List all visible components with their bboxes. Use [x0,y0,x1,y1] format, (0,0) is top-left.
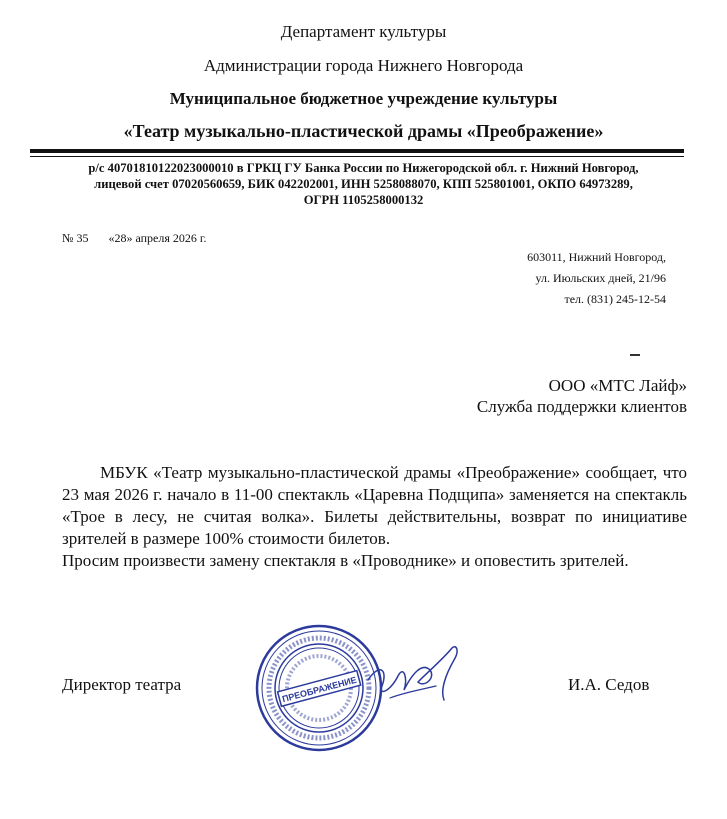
signatory-position: Директор театра [62,675,182,694]
recipient-company: ООО «МТС Лайф» [548,376,687,395]
letterhead-institution: Муниципальное бюджетное учреждение культуры [169,89,558,108]
letter-date: «28» апреля 2026 г. [108,231,207,245]
requisites-line: ОГРН 1105258000132 [303,193,424,207]
recipient-department: Служба поддержки клиентов [476,397,687,416]
body-paragraph: Просим произвести замену спектакля в «Проводнике» и оповестить зрителей. [62,551,629,570]
header-rule-thick [30,149,684,153]
recipient-block [477,375,687,417]
bank-requisites [0,160,727,208]
scan-mark [630,354,640,356]
address-street: ул. Июльских дней, 21/96 [535,271,666,285]
signatory-name: И.А. Седов [568,675,650,694]
sender-address [527,247,666,310]
body-paragraph: МБУК «Театр музыкально-пластической драмы «Преображение» сообщает, что 23 мая 2026 г. начало в 11-00 спектакль «Царевна Подщипа» заменяется на спектакль «Трое в лесу, не считая волка». Билеты действительны, возврат по инициативе зрителей в размере 100% стоимости билетов. [62,463,687,548]
letter-meta [62,231,206,246]
requisites-line: лицевой счет 07020560659, БИК 042202001, ИНН 5258088070, КПП 525801001, ОКПО 64973289, [94,177,633,191]
letterhead-theatre-name: «Театр музыкально-пластической драмы «Преображение» [123,121,604,141]
handwritten-signature [360,640,470,720]
stamp-center-text: ПРЕОБРАЖЕНИЕ [281,674,358,705]
letter-number: № 35 [62,231,89,245]
letterhead-department: Департамент культуры [280,22,447,41]
requisites-line: р/с 40701810122023000010 в ГРКЦ ГУ Банка России по Нижегородской обл. г. Нижний Новгород, [88,161,639,175]
letter-body [62,462,687,572]
letterhead-administration: Администрации города Нижнего Новгорода [203,56,524,75]
address-city: 603011, Нижний Новгород, [527,250,666,264]
header-rule-thin [30,156,684,157]
address-phone: тел. (831) 245-12-54 [564,292,666,306]
